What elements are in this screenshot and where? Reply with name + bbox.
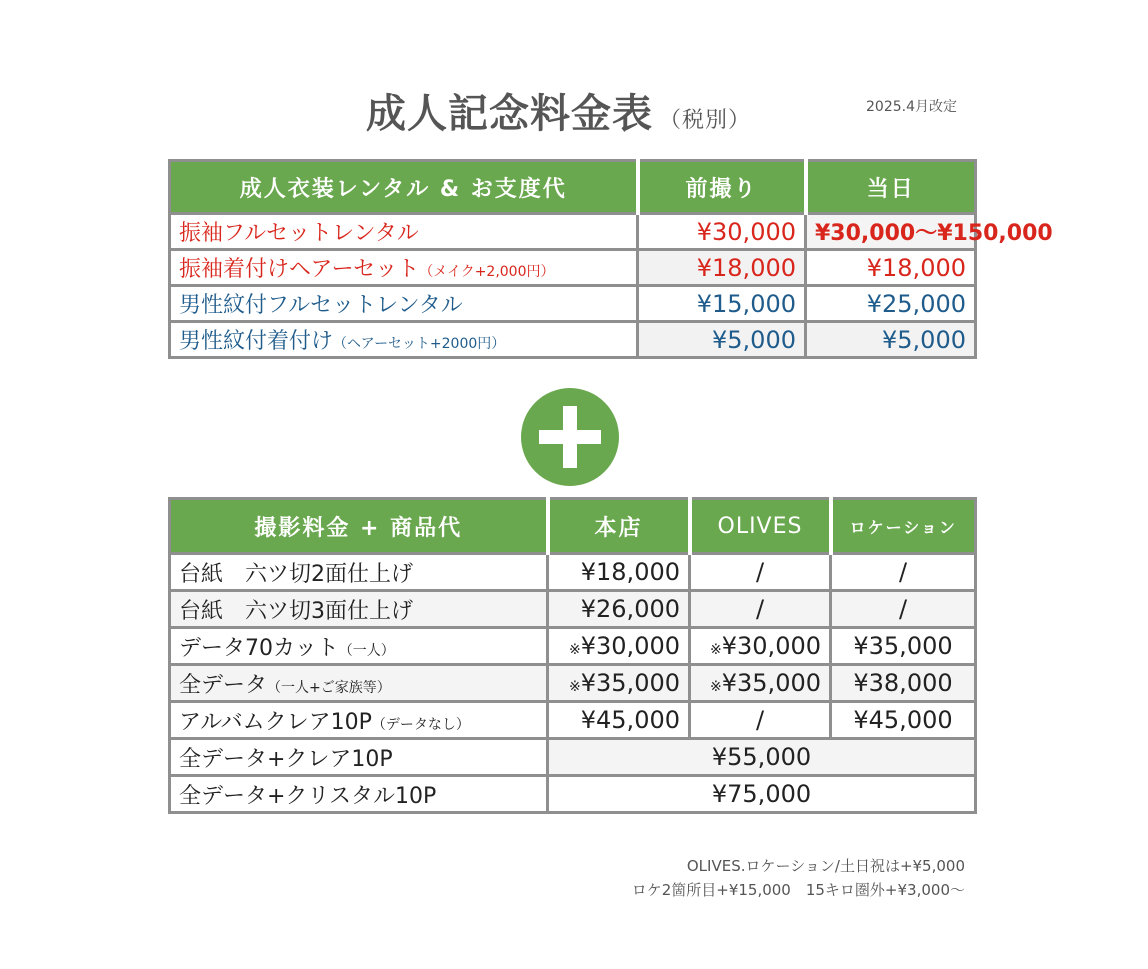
table-row [170, 286, 976, 322]
photo-header-honten: 本店 [548, 499, 690, 554]
item-label: 男性紋付着付け [179, 329, 334, 354]
item-note: （ヘアーセット+2000円） [333, 336, 506, 352]
photo-header-olives: OLIVES [690, 499, 831, 554]
rental-pre-price: ¥18,000 [638, 250, 806, 286]
photo-olives-price: / [690, 702, 831, 739]
rental-item-name [170, 286, 638, 322]
photo-olives-price [690, 628, 831, 665]
photo-merged-price: ¥75,000 [548, 776, 976, 813]
table-row [170, 214, 976, 250]
footnotes [632, 854, 965, 902]
item-note: （メイク+2,000円） [419, 264, 555, 280]
photo-header-location: ロケーション [831, 499, 976, 554]
table-row [170, 776, 976, 813]
footnote-weekend: OLIVES.ロケーション/土日祝は+¥5,000 [686, 857, 965, 875]
photo-header-row [170, 499, 976, 554]
item-label: 台紙 六ツ切3面仕上げ [179, 598, 413, 624]
item-label: 台紙 六ツ切2面仕上げ [179, 561, 413, 587]
photo-price-table [168, 497, 977, 814]
rental-header-pre: 前撮り [638, 161, 806, 214]
tax-note: （税別） [659, 108, 752, 133]
item-note: （一人） [338, 642, 395, 659]
photo-olives-price [690, 665, 831, 702]
price-value: ¥35,000 [580, 669, 680, 697]
table-row [170, 739, 976, 776]
rental-header-day: 当日 [806, 161, 976, 214]
photo-honten-price: ¥45,000 [548, 702, 690, 739]
footnote-location: ロケ2箇所目+¥15,000 15キロ圏外+¥3,000～ [631, 881, 965, 899]
photo-location-price: / [831, 591, 976, 628]
rental-pre-price: ¥15,000 [638, 286, 806, 322]
photo-header-item: 撮影料金 + 商品代 [170, 499, 548, 554]
item-label: 全データ [179, 672, 268, 698]
rental-day-price: ¥5,000 [806, 322, 976, 358]
plus-circle-icon [521, 388, 619, 486]
rental-pre-price: ¥30,000 [638, 214, 806, 250]
rental-header-row [170, 161, 976, 214]
rental-pre-price: ¥5,000 [638, 322, 806, 358]
table-row [170, 591, 976, 628]
revision-date: 2025.4月改定 [866, 99, 957, 115]
rental-day-price: ¥30,000～¥150,000 [806, 214, 976, 250]
item-label: 男性紋付フルセットレンタル [179, 293, 463, 318]
photo-location-price: / [831, 554, 976, 591]
photo-item-name [170, 702, 548, 739]
item-label: 全データ+クレア10P [179, 746, 393, 772]
price-value: ¥30,000 [580, 632, 680, 660]
item-label: アルバムクレア10P [179, 709, 372, 735]
rental-header-item: 成人衣装レンタル & お支度代 [170, 161, 638, 214]
rental-day-price: ¥18,000 [806, 250, 976, 286]
asterisk-mark: ※ [569, 642, 581, 658]
photo-honten-price: ¥26,000 [548, 591, 690, 628]
photo-item-name [170, 591, 548, 628]
rental-price-table [168, 159, 1053, 359]
photo-olives-price: / [690, 591, 831, 628]
item-label: 全データ+クリスタル10P [179, 783, 437, 809]
rental-item-name [170, 322, 638, 358]
item-label: 振袖フルセットレンタル [179, 221, 419, 246]
table-row [170, 554, 976, 591]
photo-item-name [170, 776, 548, 813]
photo-honten-price [548, 628, 690, 665]
photo-honten-price: ¥18,000 [548, 554, 690, 591]
asterisk-mark: ※ [710, 642, 722, 658]
photo-item-name [170, 628, 548, 665]
item-note: （一人+ご家族等） [267, 679, 391, 696]
price-value: ¥30,000 [721, 632, 821, 660]
photo-item-name [170, 554, 548, 591]
rental-day-price: ¥25,000 [806, 286, 976, 322]
item-label: 振袖着付けヘアーセット [179, 257, 420, 282]
item-note: （データなし） [371, 716, 470, 733]
page-title-text: 成人記念料金表 [366, 91, 653, 137]
asterisk-mark: ※ [569, 679, 581, 695]
table-row [170, 628, 976, 665]
photo-item-name [170, 739, 548, 776]
photo-item-name [170, 665, 548, 702]
asterisk-mark: ※ [710, 679, 722, 695]
photo-location-price: ¥38,000 [831, 665, 976, 702]
photo-olives-price: / [690, 554, 831, 591]
photo-location-price: ¥45,000 [831, 702, 976, 739]
rental-item-name [170, 250, 638, 286]
item-label: データ70カット [179, 635, 339, 661]
page-title [366, 82, 751, 139]
rental-item-name [170, 214, 638, 250]
photo-honten-price [548, 665, 690, 702]
table-row [170, 665, 976, 702]
table-row [170, 250, 976, 286]
price-value: ¥35,000 [721, 669, 821, 697]
photo-location-price: ¥35,000 [831, 628, 976, 665]
table-row [170, 322, 976, 358]
table-row [170, 702, 976, 739]
photo-merged-price: ¥55,000 [548, 739, 976, 776]
